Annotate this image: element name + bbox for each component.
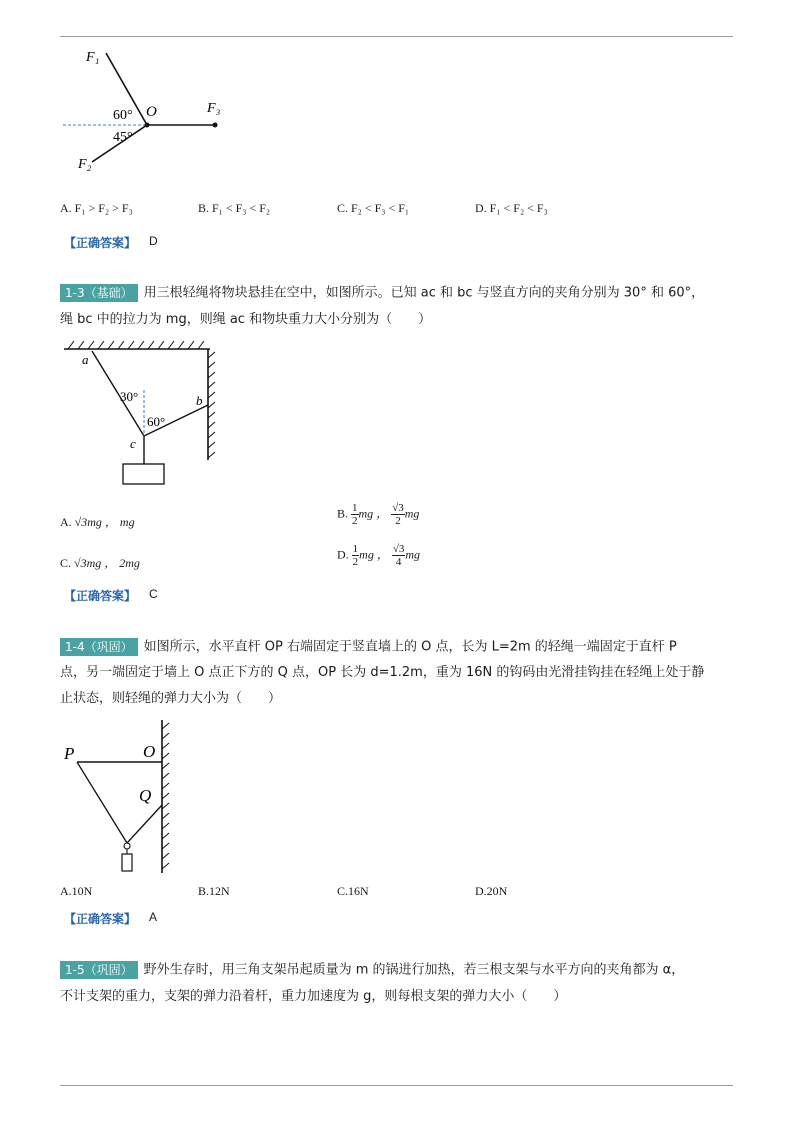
fig1-option-d[interactable]: D. F₁ < F₂ < F₃	[475, 201, 548, 215]
hook-label-p: P	[64, 744, 75, 763]
q13-line1	[60, 284, 704, 303]
hook-label-q: Q	[139, 786, 152, 805]
q14-option-a[interactable]: A.10N	[60, 884, 93, 898]
q13-answer-label: 【正确答案】	[64, 589, 137, 603]
q13-text1: 用三根轻绳将物块悬挂在空中，如图所示。已知 ac 和 bc 与竖直方向的夹角分别为 30° 和 60°，	[143, 285, 705, 301]
q14-tag: 1-4（巩固）	[60, 638, 138, 656]
q14-answer: A	[149, 910, 158, 924]
q13-option-b-frac2: $\frac{√3}{2}$	[392, 502, 404, 527]
label-o: O	[146, 104, 157, 120]
top-rule	[60, 36, 733, 37]
q13-option-b-frac1: $\frac{1}{2}$	[352, 502, 358, 527]
q13-option-b[interactable]	[337, 502, 419, 527]
q14-option-d[interactable]: D.20N	[475, 884, 508, 898]
q13-option-a[interactable]	[60, 513, 135, 530]
angle-45: 45°	[113, 130, 133, 145]
rope-label-c: c	[130, 436, 136, 451]
q13-tag: 1-3（基础）	[60, 284, 138, 302]
label-f2: F₂	[78, 157, 92, 172]
q13-option-b-unit1: mg ，	[358, 506, 389, 521]
q13-option-d-unit1: mg ，	[359, 547, 389, 562]
q15-line2: 不计支架的重力，支架的弹力沿着杆，重力加速度为 g，则每根支架的弹力大小（ ）	[60, 989, 567, 1004]
rope-diagram	[60, 340, 220, 490]
bottom-rule	[60, 1085, 733, 1086]
q13-option-c-text: √3mg ， 2mg	[74, 556, 140, 570]
q15-tag: 1-5（巩固）	[60, 961, 138, 979]
q13-option-a-text: √3mg ， mg	[74, 515, 135, 529]
q13-option-d-frac1: $\frac{1}{2}$	[352, 543, 359, 568]
q14-line1	[60, 638, 677, 657]
fig1-option-b[interactable]: B. F₁ < F₃ < F₂	[198, 201, 271, 215]
q14-answer-label: 【正确答案】	[64, 912, 137, 926]
angle-60: 60°	[113, 108, 133, 123]
rope-label-b: b	[196, 393, 203, 408]
q13-option-d-prefix: D.	[337, 547, 352, 562]
label-f1: F₁	[86, 50, 100, 65]
rope-angle-30: 30°	[120, 389, 139, 404]
q13-option-d-frac2: $\frac{√3}{4}$	[392, 543, 405, 568]
hook-diagram	[60, 715, 180, 875]
fig1-answer-label: 【正确答案】	[64, 236, 137, 250]
q13-option-b-unit2: mg	[404, 506, 420, 521]
q15-text1: 野外生存时，用三角支架吊起质量为 m 的锅进行加热，若三根支架与水平方向的夹角都为 α，	[143, 962, 685, 978]
rope-label-a: a	[82, 352, 89, 367]
fig1-option-c[interactable]: C. F₂ < F₃ < F₁	[337, 201, 410, 215]
q13-option-d-unit2: mg	[405, 547, 421, 562]
force-diagram	[60, 40, 260, 190]
q14-line3: 止状态，则轻绳的弹力大小为（ ）	[60, 691, 282, 706]
q13-option-c-prefix: C.	[60, 556, 75, 570]
q14-option-c[interactable]: C.16N	[337, 884, 369, 898]
q14-text1: 如图所示，水平直杆 OP 右端固定于竖直墙上的 O 点，长为 L=2m 的轻绳一端固定于直杆 P	[143, 639, 677, 655]
q13-option-a-prefix: A.	[60, 515, 75, 529]
rope-angle-60: 60°	[147, 414, 166, 429]
q15-line1	[60, 961, 684, 980]
q13-answer: C	[149, 587, 158, 601]
q13-option-b-prefix: B.	[337, 506, 352, 521]
label-f3: F₃	[207, 101, 221, 116]
q13-line2: 绳 bc 中的拉力为 mg，则绳 ac 和物块重力大小分别为（ ）	[60, 312, 432, 327]
q13-option-c[interactable]	[60, 554, 140, 571]
fig1-option-a[interactable]: A. F₁ > F₂ > F₃	[60, 201, 133, 215]
q13-option-d[interactable]	[337, 543, 420, 568]
hook-label-o: O	[143, 742, 156, 761]
q14-option-b[interactable]: B.12N	[198, 884, 230, 898]
fig1-answer: D	[149, 234, 158, 248]
q14-line2: 点，另一端固定于墙上 O 点正下方的 Q 点，OP 长为 d=1.2m，重为 16N 的钩码由光滑挂钩挂在轻绳上处于静	[60, 665, 705, 680]
